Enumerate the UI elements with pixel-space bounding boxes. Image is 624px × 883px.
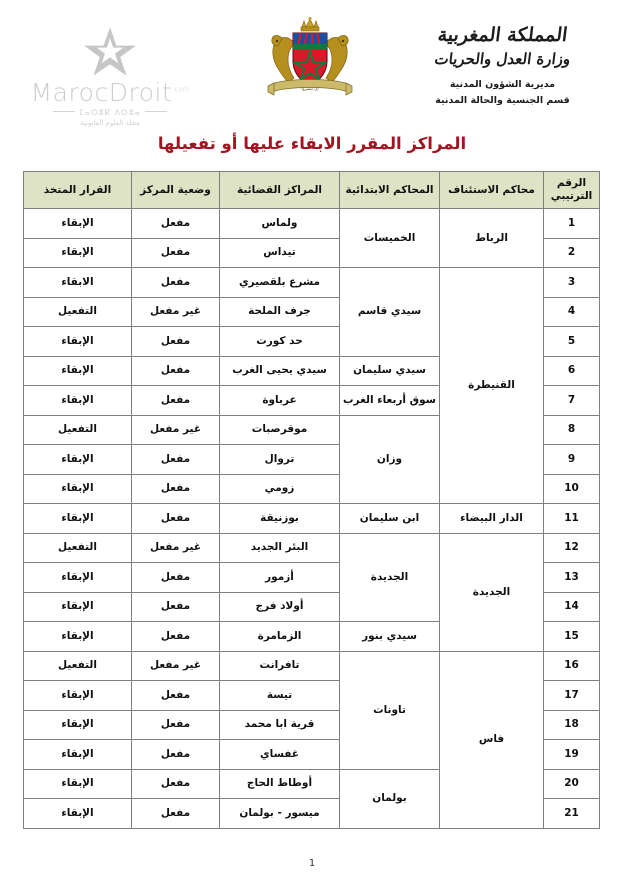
page-footer bbox=[0, 858, 624, 869]
table-row bbox=[24, 268, 600, 298]
cell-center: زومي bbox=[220, 474, 340, 504]
cell-status: مفعل bbox=[132, 592, 220, 622]
cell-decision: التفعيل bbox=[24, 297, 132, 327]
cell-appeal: القنيطرة bbox=[440, 268, 544, 504]
table-body bbox=[24, 209, 600, 829]
cell-appeal: الدار البيضاء bbox=[440, 504, 544, 534]
logo-rule-right bbox=[53, 111, 75, 112]
cell-number: 10 bbox=[544, 474, 600, 504]
page-header bbox=[0, 0, 624, 132]
cell-number: 9 bbox=[544, 445, 600, 475]
cell-center: غفساي bbox=[220, 740, 340, 770]
cell-decision: الإبقاء bbox=[24, 504, 132, 534]
cell-number: 16 bbox=[544, 651, 600, 681]
centers-table-wrapper bbox=[24, 171, 600, 829]
ministry-name: وزارة العدل والحريات bbox=[433, 49, 572, 68]
cell-center: تيسة bbox=[220, 681, 340, 711]
cell-center: أولاد فرج bbox=[220, 592, 340, 622]
cell-center: جرف الملحة bbox=[220, 297, 340, 327]
cell-decision: الإبقاء bbox=[24, 681, 132, 711]
table-row bbox=[24, 651, 600, 681]
cell-decision: الابقاء bbox=[24, 268, 132, 298]
cell-number: 2 bbox=[544, 238, 600, 268]
table-row bbox=[24, 533, 600, 563]
cell-decision: التفعيل bbox=[24, 651, 132, 681]
column-header-center-status: وضعية المركز bbox=[132, 172, 220, 209]
cell-decision: الإبقاء bbox=[24, 474, 132, 504]
cell-number: 18 bbox=[544, 710, 600, 740]
cell-decision: الإبقاء bbox=[24, 592, 132, 622]
cell-number: 12 bbox=[544, 533, 600, 563]
cell-number: 3 bbox=[544, 268, 600, 298]
cell-status: مفعل bbox=[132, 356, 220, 386]
column-header-number: الرقم الترتيبي bbox=[544, 172, 600, 209]
logo-wordmark-text: MarocDroit bbox=[30, 78, 173, 107]
cell-decision: الإبقاء bbox=[24, 445, 132, 475]
cell-decision: الإبقاء bbox=[24, 740, 132, 770]
cell-center: سيدي يحيى الغرب bbox=[220, 356, 340, 386]
cell-decision: الإبقاء bbox=[24, 327, 132, 357]
cell-status: مفعل bbox=[132, 268, 220, 298]
department-name: قسم الجنسية والحالة المدنية bbox=[435, 94, 570, 106]
cell-first: الخميسات bbox=[340, 209, 440, 268]
cell-center: بوزنيقة bbox=[220, 504, 340, 534]
cell-status: غير مفعل bbox=[132, 297, 220, 327]
cell-status: مفعل bbox=[132, 799, 220, 829]
logo-tifinagh-text: ⵎⴰⵔⵓⴽ ⴷⵔⵓⴰ bbox=[79, 108, 141, 117]
cell-status: مفعل bbox=[132, 710, 220, 740]
cell-status: مفعل bbox=[132, 740, 220, 770]
directorate-name: مديرية الشؤون المدنية bbox=[449, 79, 556, 90]
cell-center: مشرع بلقصيري bbox=[220, 268, 340, 298]
cell-center: تافرانت bbox=[220, 651, 340, 681]
cell-status: مفعل bbox=[132, 238, 220, 268]
svg-text:إن تنصروا: إن تنصروا bbox=[301, 86, 319, 91]
cell-number: 1 bbox=[544, 209, 600, 239]
table-row bbox=[24, 504, 600, 534]
column-header-appeal: محاكم الاستئناف bbox=[440, 172, 544, 209]
cell-appeal: الرباط bbox=[440, 209, 544, 268]
five-pointed-star-icon bbox=[83, 26, 137, 78]
cell-center: حد كورت bbox=[220, 327, 340, 357]
kingdom-name: المملكة المغربية bbox=[436, 24, 569, 46]
cell-number: 8 bbox=[544, 415, 600, 445]
cell-status: مفعل bbox=[132, 681, 220, 711]
ministry-header bbox=[395, 24, 610, 108]
cell-number: 19 bbox=[544, 740, 600, 770]
cell-center: أوطاط الحاج bbox=[220, 769, 340, 799]
cell-center: ميسور - بولمان bbox=[220, 799, 340, 829]
cell-status: مفعل bbox=[132, 327, 220, 357]
cell-appeal: فاس bbox=[440, 651, 544, 828]
cell-decision: الإبقاء bbox=[24, 238, 132, 268]
cell-center: تروال bbox=[220, 445, 340, 475]
cell-number: 4 bbox=[544, 297, 600, 327]
marocdroit-logo bbox=[30, 26, 190, 127]
cell-number: 20 bbox=[544, 769, 600, 799]
cell-center: تيداس bbox=[220, 238, 340, 268]
cell-decision: الإبقاء bbox=[24, 710, 132, 740]
cell-first: سيدي سليمان bbox=[340, 356, 440, 386]
cell-status: مفعل bbox=[132, 504, 220, 534]
cell-first: وزان bbox=[340, 415, 440, 504]
page-number: 1 bbox=[308, 858, 316, 869]
cell-number: 17 bbox=[544, 681, 600, 711]
cell-number: 6 bbox=[544, 356, 600, 386]
cell-number: 14 bbox=[544, 592, 600, 622]
cell-first: سوق أربعاء الغرب bbox=[340, 386, 440, 416]
cell-center: الزمامرة bbox=[220, 622, 340, 652]
cell-center: موقرصبات bbox=[220, 415, 340, 445]
table-head bbox=[24, 172, 600, 209]
cell-number: 13 bbox=[544, 563, 600, 593]
cell-decision: التفعيل bbox=[24, 415, 132, 445]
cell-decision: الإبقاء bbox=[24, 563, 132, 593]
cell-first: سيدي بنور bbox=[340, 622, 440, 652]
column-header-center: المراكز القضائية bbox=[220, 172, 340, 209]
cell-center: عرباوة bbox=[220, 386, 340, 416]
cell-status: مفعل bbox=[132, 563, 220, 593]
cell-status: مفعل bbox=[132, 622, 220, 652]
cell-appeal: الجديدة bbox=[440, 533, 544, 651]
cell-decision: التفعيل bbox=[24, 533, 132, 563]
cell-decision: الإبقاء bbox=[24, 799, 132, 829]
cell-status: مفعل bbox=[132, 386, 220, 416]
cell-status: مفعل bbox=[132, 769, 220, 799]
cell-number: 15 bbox=[544, 622, 600, 652]
table-header-row bbox=[24, 172, 600, 209]
cell-number: 5 bbox=[544, 327, 600, 357]
logo-subtitle: مجلة العلوم القانونية bbox=[80, 119, 140, 127]
cell-decision: الإبقاء bbox=[24, 209, 132, 239]
cell-first: سيدي قاسم bbox=[340, 268, 440, 357]
cell-decision: الإبقاء bbox=[24, 769, 132, 799]
logo-tm: .com bbox=[172, 85, 190, 94]
cell-first: تاونات bbox=[340, 651, 440, 769]
logo-wordmark bbox=[30, 80, 190, 105]
cell-decision: الإبقاء bbox=[24, 386, 132, 416]
cell-center: قرية ابا محمد bbox=[220, 710, 340, 740]
column-header-first: المحاكم الابتدائية bbox=[340, 172, 440, 209]
cell-status: مفعل bbox=[132, 445, 220, 475]
centers-table bbox=[23, 171, 600, 829]
cell-decision: الإبقاء bbox=[24, 356, 132, 386]
cell-first: الجديدة bbox=[340, 533, 440, 622]
cell-first: ابن سليمان bbox=[340, 504, 440, 534]
logo-rule-left bbox=[145, 111, 167, 112]
column-header-decision: القرار المتخذ bbox=[24, 172, 132, 209]
cell-center: ولماس bbox=[220, 209, 340, 239]
cell-first: بولمان bbox=[340, 769, 440, 828]
cell-status: مفعل bbox=[132, 209, 220, 239]
page-title: المراكز المقرر الابقاء عليها أو تفعيلها bbox=[157, 134, 467, 153]
morocco-coat-of-arms-icon bbox=[258, 16, 362, 104]
cell-status: مفعل bbox=[132, 474, 220, 504]
table-row bbox=[24, 209, 600, 239]
logo-tifinagh bbox=[30, 108, 190, 117]
cell-center: البئر الجديد bbox=[220, 533, 340, 563]
cell-status: غير مفعل bbox=[132, 533, 220, 563]
cell-number: 11 bbox=[544, 504, 600, 534]
cell-center: أزمور bbox=[220, 563, 340, 593]
cell-status: غير مفعل bbox=[132, 651, 220, 681]
cell-number: 7 bbox=[544, 386, 600, 416]
cell-number: 21 bbox=[544, 799, 600, 829]
cell-status: غير مفعل bbox=[132, 415, 220, 445]
cell-decision: الإبقاء bbox=[24, 622, 132, 652]
